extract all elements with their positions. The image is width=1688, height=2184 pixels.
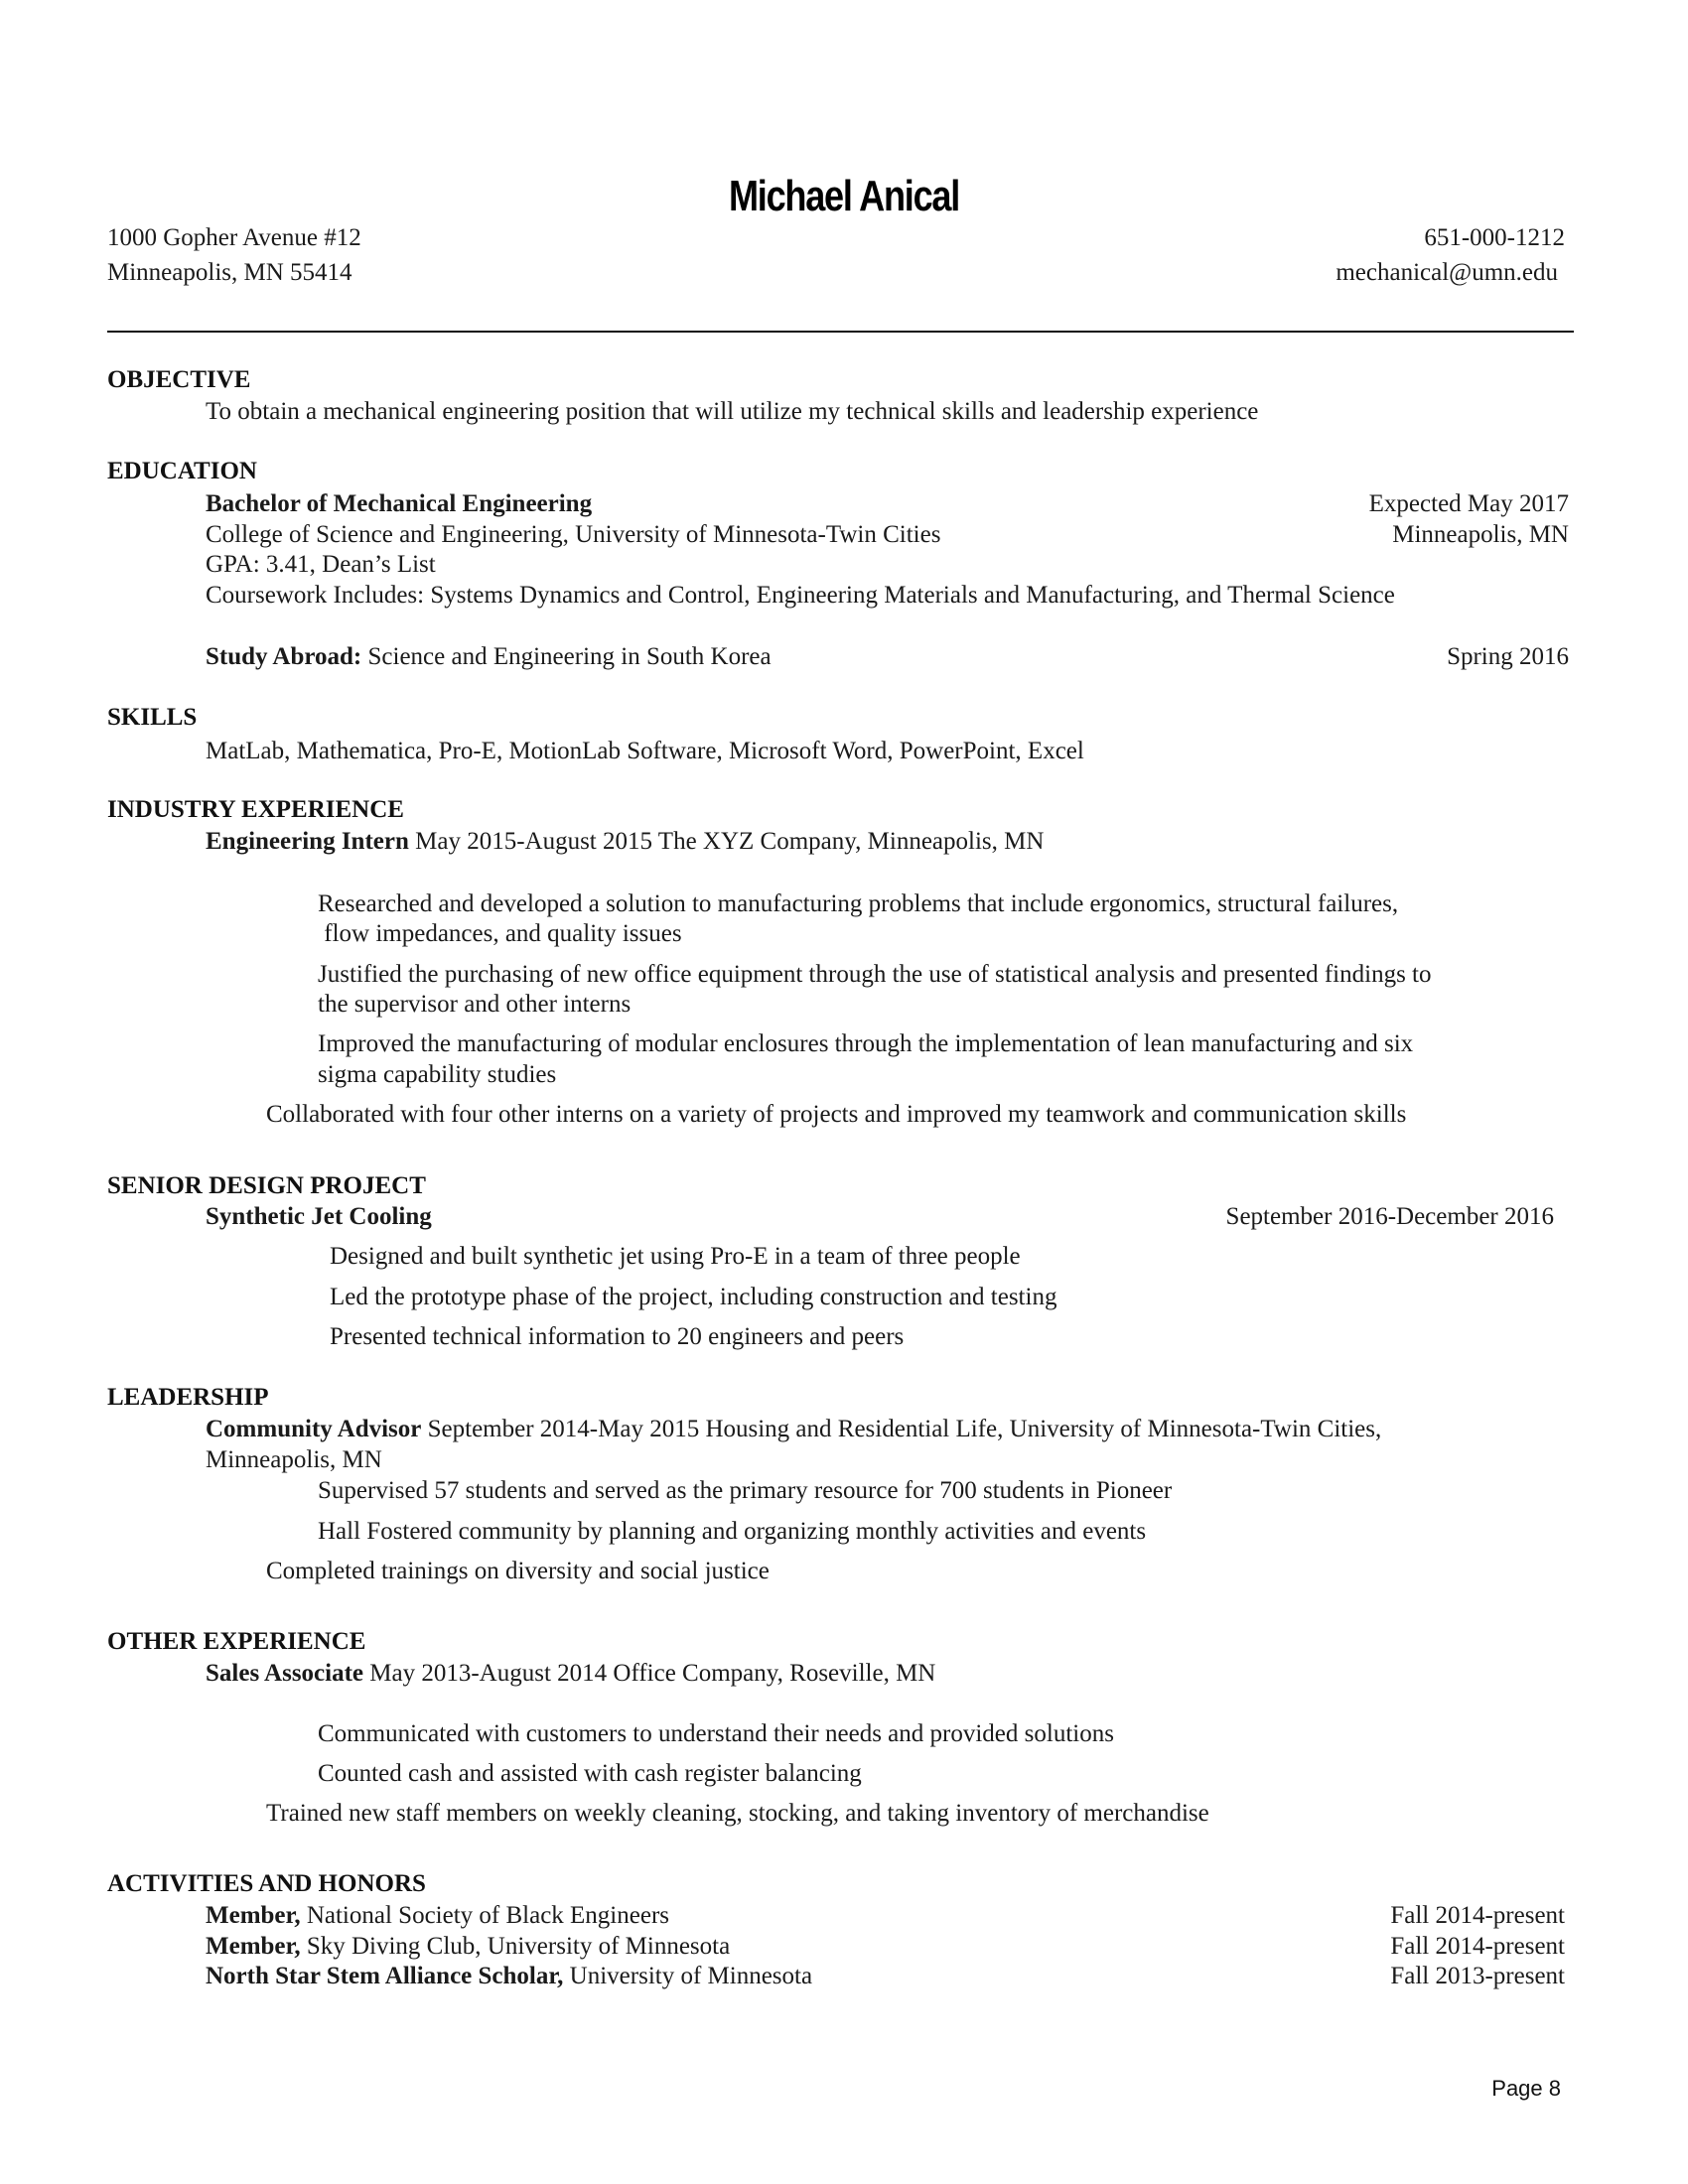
senior-design-bullet-3: Presented technical information to 20 engineers and peers [330,1323,905,1350]
study-abroad-date: Spring 2016 [1447,643,1569,670]
industry-bullet-4: Collaborated with four other interns on a variety of projects and improved my teamwork and communication skills [266,1101,1407,1128]
activity-item [206,1903,669,1928]
industry-bullet-2a: Justified the purchasing of new office equipment through the use of statistical analysis and presented findings to [318,961,1432,988]
skills-heading: SKILLS [107,704,198,731]
address-line-2: Minneapolis, MN 55414 [107,259,352,286]
activity-date: Fall 2014-present [1390,1933,1565,1960]
degree-title: Bachelor of Mechanical Engineering [206,490,593,517]
activities-heading: ACTIVITIES AND HONORS [107,1870,426,1897]
activity-item [206,1964,812,1988]
leadership-heading: LEADERSHIP [107,1384,269,1411]
leadership-role-details: September 2014-May 2015 Housing and Residential Life, University of Minnesota-Twin Cities, [421,1416,1382,1442]
degree-date: Expected May 2017 [1368,490,1569,517]
industry-job-title: Engineering Intern [206,828,409,855]
header-divider [107,331,1574,333]
school-name: College of Science and Engineering, University of Minnesota-Twin Cities [206,521,941,548]
other-job-title: Sales Associate [206,1660,364,1687]
industry-bullet-2b: the supervisor and other interns [318,991,632,1018]
address-line-1: 1000 Gopher Avenue #12 [107,224,361,251]
objective-text: To obtain a mechanical engineering position that will utilize my technical skills and leadership experience [206,398,1259,425]
senior-design-heading: SENIOR DESIGN PROJECT [107,1172,426,1199]
coursework: Coursework Includes: Systems Dynamics and Control, Engineering Materials and Manufacturing, and Thermal Science [206,582,1395,609]
activity-date: Fall 2013-present [1390,1963,1565,1989]
industry-bullet-1b: flow impedances, and quality issues [318,920,682,947]
education-heading: EDUCATION [107,458,257,484]
activity-label: Member, [206,1902,301,1929]
senior-design-date: September 2016-December 2016 [1225,1203,1554,1230]
leadership-bullet-2: Hall Fostered community by planning and organizing monthly activities and events [318,1518,1147,1545]
activity-label: Member, [206,1933,301,1960]
industry-bullet-1a: Researched and developed a solution to manufacturing problems that include ergonomics, structural failures, [318,890,1399,917]
other-experience-heading: OTHER EXPERIENCE [107,1628,366,1655]
activity-item [206,1934,730,1959]
objective-heading: OBJECTIVE [107,366,251,393]
senior-design-title: Synthetic Jet Cooling [206,1203,432,1230]
other-bullet-3: Trained new staff members on weekly cleaning, stocking, and taking inventory of merchandise [266,1800,1209,1827]
school-location: Minneapolis, MN [1392,521,1569,548]
industry-bullet-3b: sigma capability studies [318,1061,557,1088]
leadership-bullet-3: Completed trainings on diversity and social justice [266,1558,770,1584]
study-abroad [206,644,772,669]
candidate-name: Michael Anical [728,172,960,220]
leadership-role-title: Community Advisor [206,1416,422,1442]
email: mechanical@umn.edu [1336,259,1558,286]
other-bullet-2: Counted cash and assisted with cash register balancing [318,1760,862,1787]
industry-heading: INDUSTRY EXPERIENCE [107,796,404,823]
gpa: GPA: 3.41, Dean’s List [206,551,436,578]
other-bullet-1: Communicated with customers to understand their needs and provided solutions [318,1720,1114,1747]
activity-label: North Star Stem Alliance Scholar, [206,1963,564,1989]
page-number: Page 8 [1491,2076,1561,2101]
activity-date: Fall 2014-present [1390,1902,1565,1929]
senior-design-bullet-2: Led the prototype phase of the project, including construction and testing [330,1284,1057,1310]
activity-text: University of Minnesota [563,1963,813,1989]
other-job-details: May 2013-August 2014 Office Company, Roseville, MN [363,1660,936,1687]
senior-design-bullet-1: Designed and built synthetic jet using Pro-E in a team of three people [330,1243,1021,1270]
industry-job [206,829,1044,854]
leadership-role-location: Minneapolis, MN [206,1446,382,1473]
activity-text: Sky Diving Club, University of Minnesota [300,1933,731,1960]
other-job [206,1661,935,1686]
activity-text: National Society of Black Engineers [300,1902,670,1929]
study-abroad-text: Science and Engineering in South Korea [361,643,772,670]
industry-bullet-3a: Improved the manufacturing of modular enclosures through the implementation of lean manufacturing and six [318,1030,1414,1057]
leadership-role [206,1417,1381,1441]
leadership-bullet-1: Supervised 57 students and served as the primary resource for 700 students in Pioneer [318,1477,1173,1504]
phone: 651-000-1212 [1424,224,1565,251]
study-abroad-label: Study Abroad: [206,643,362,670]
skills-text: MatLab, Mathematica, Pro-E, MotionLab Software, Microsoft Word, PowerPoint, Excel [206,738,1084,764]
industry-job-details: May 2015-August 2015 The XYZ Company, Minneapolis, MN [408,828,1045,855]
